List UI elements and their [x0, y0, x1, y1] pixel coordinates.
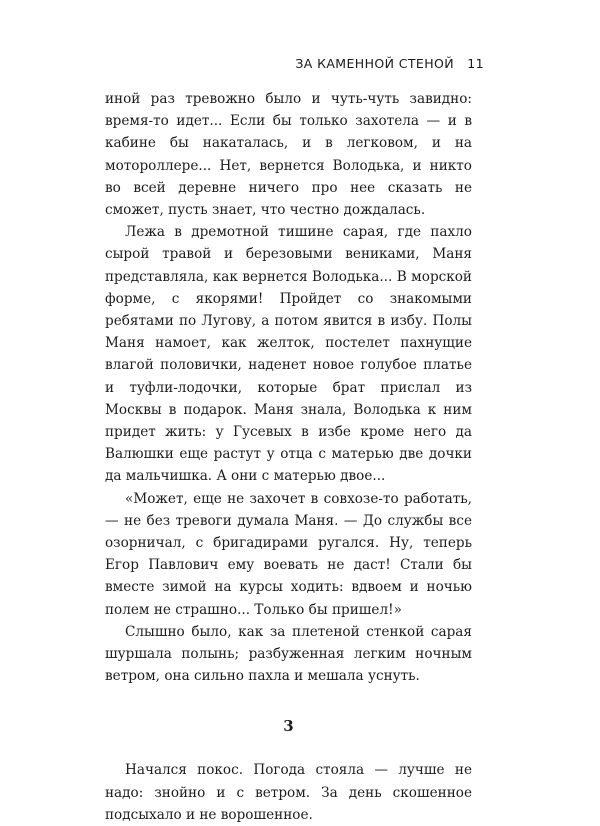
page-number: 11 — [467, 56, 484, 71]
paragraph: иной раз тревожно было и чуть-чуть завидно: время-то идет... Если бы только захотела — и в кабине бы накаталась, и в легковом, и на мотороллере... Нет, вернется Володька, и никто во всей деревне ничего про нее сказать не сможет, пусть знает, что честно дождалась. — [105, 91, 472, 219]
chapter-heading: 3 — [283, 717, 294, 736]
paragraph: Слышно было, как за плетеной стенкой сарая шуршала полынь; разбуженная легким ночным ветром, она сильно пахла и мешала уснуть. — [105, 623, 472, 685]
paragraph: «Может, еще не захочет в совхозе-то работать, — не без тревоги думала Маня. — До службы все озорничал, с бригадирами ругался. Ну, теперь Егор Павлович ему воевать не даст! Стали бы вместе зимой на курсы ходить: вдвоем и ночью полем не страшно... Только бы пришел!» — [105, 490, 472, 618]
running-title: ЗА КАМЕННОЙ СТЕНОЙ — [295, 56, 454, 71]
running-header — [295, 56, 484, 71]
page-body — [105, 88, 472, 826]
paragraph: Лежа в дремотной тишине сарая, где пахло сырой травой и березовыми вениками, Маня представляла, как вернется Володька... В морской форме, с якорями! Пройдет со знакомыми ребятами по Лугову, а потом явится в избу. Полы Маня намоет, как желток, постелет пахнущие влагой половички, наденет новое голубое платье и туфли-лодочки, которые брат прислал из Москвы в подарок. Маня знала, Володька к ним придет жить: у Гусевых в избе кроме него да Валюшки еще растут у отца с матерью две дочки да мальчишка. А они с матерью двое... — [105, 224, 472, 485]
paragraph: Начался покос. Погода стояла — лучше не надо: знойно и с ветром. За день скошенное подсыхало и не ворошенное. — [105, 762, 472, 823]
